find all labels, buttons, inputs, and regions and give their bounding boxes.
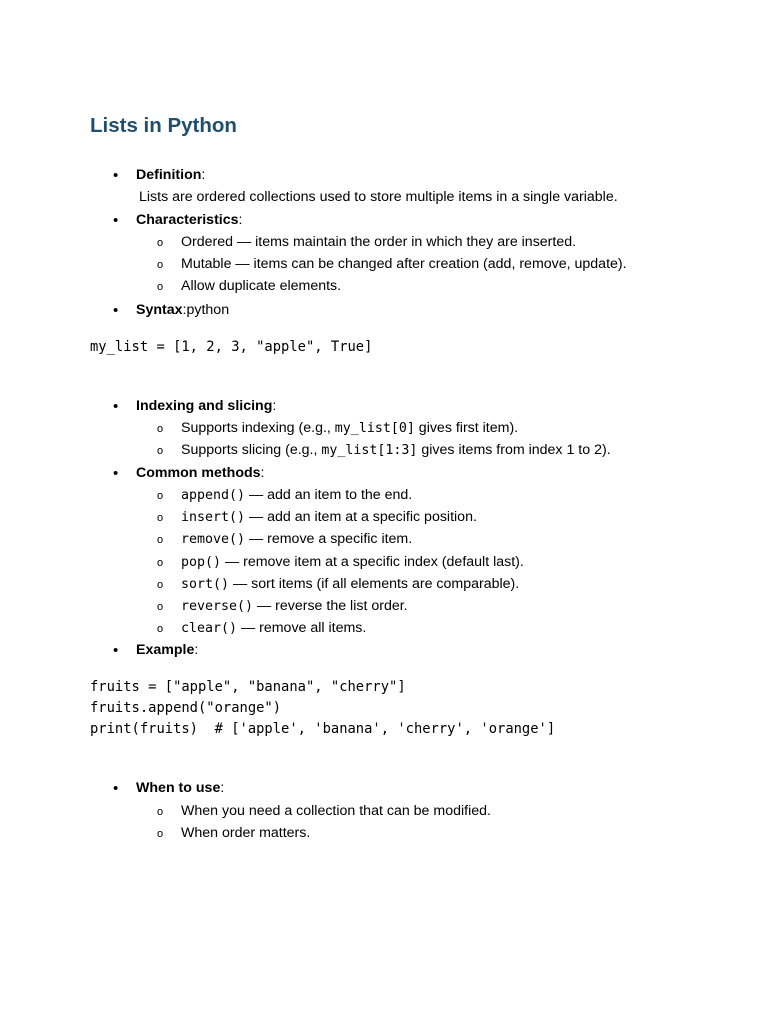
colon: : xyxy=(194,642,199,658)
bullet-marker: • xyxy=(113,212,119,229)
list-item xyxy=(181,554,524,570)
colon: : xyxy=(201,167,206,183)
list-item: Allow duplicate elements. xyxy=(181,278,342,294)
bullet-marker: • xyxy=(113,642,119,659)
sub-bullet-marker: o xyxy=(157,623,164,635)
inline-code: insert() xyxy=(181,510,246,525)
item-text: — sort items (if all elements are comparable). xyxy=(229,576,520,592)
item-text: — add an item to the end. xyxy=(245,487,413,503)
inline-code: reverse() xyxy=(181,599,254,614)
bullet-marker: • xyxy=(113,167,119,184)
colon: : xyxy=(220,780,225,796)
when-to-use-heading xyxy=(136,780,224,796)
item-text: — remove item at a specific index (default last). xyxy=(221,554,524,570)
characteristics-heading xyxy=(136,212,242,228)
inline-code: my_list[0] xyxy=(334,421,415,436)
bullet-marker: • xyxy=(113,780,119,797)
inline-code: sort() xyxy=(181,577,230,592)
example-code-line: print(fruits) # ['apple', 'banana', 'cherry', 'orange'] xyxy=(90,721,556,737)
item-text: — remove a specific item. xyxy=(245,531,413,547)
list-item xyxy=(181,531,412,547)
list-item xyxy=(181,598,408,614)
sub-bullet-marker: o xyxy=(157,828,164,840)
list-item xyxy=(181,442,611,458)
inline-code: pop() xyxy=(181,555,222,570)
inline-code: clear() xyxy=(181,621,238,636)
sub-bullet-marker: o xyxy=(157,601,164,613)
sub-bullet-marker: o xyxy=(157,445,164,457)
list-item xyxy=(181,420,518,436)
syntax-code-block: my_list = [1, 2, 3, "apple", True] xyxy=(90,339,373,355)
definition-heading xyxy=(136,167,205,183)
inline-code: remove() xyxy=(181,532,246,547)
list-item: When you need a collection that can be modified. xyxy=(181,803,491,819)
characteristics-label: Characteristics xyxy=(136,212,239,228)
syntax-lang: python xyxy=(186,302,230,318)
definition-label: Definition xyxy=(136,167,202,183)
item-text: gives items from index 1 to 2). xyxy=(417,442,611,458)
colon: : xyxy=(238,212,243,228)
bullet-marker: • xyxy=(113,465,119,482)
sub-bullet-marker: o xyxy=(157,579,164,591)
item-text: gives first item). xyxy=(414,420,519,436)
list-item: When order matters. xyxy=(181,825,311,841)
list-item: Ordered — items maintain the order in which they are inserted. xyxy=(181,234,577,250)
item-text: Supports indexing (e.g., xyxy=(181,420,335,436)
example-code-line: fruits.append("orange") xyxy=(90,700,282,716)
inline-code: append() xyxy=(181,488,246,503)
inline-code: my_list[1:3] xyxy=(321,443,418,458)
indexing-heading xyxy=(136,398,276,414)
list-item xyxy=(181,487,412,503)
example-code-line: fruits = ["apple", "banana", "cherry"] xyxy=(90,679,406,695)
colon: : xyxy=(260,465,265,481)
page-title: Lists in Python xyxy=(90,114,237,137)
sub-bullet-marker: o xyxy=(157,512,164,524)
methods-label: Common methods xyxy=(136,465,261,481)
methods-heading xyxy=(136,465,265,481)
sub-bullet-marker: o xyxy=(157,237,164,249)
example-heading xyxy=(136,642,198,658)
item-text: — add an item at a specific position. xyxy=(245,509,477,525)
item-text: — reverse the list order. xyxy=(253,598,408,614)
bullet-marker: • xyxy=(113,302,119,319)
colon: : xyxy=(182,302,187,318)
sub-bullet-marker: o xyxy=(157,534,164,546)
indexing-label: Indexing and slicing xyxy=(136,398,273,414)
sub-bullet-marker: o xyxy=(157,281,164,293)
sub-bullet-marker: o xyxy=(157,806,164,818)
list-item xyxy=(181,509,477,525)
item-text: — remove all items. xyxy=(237,620,367,636)
example-label: Example xyxy=(136,642,195,658)
syntax-label: Syntax xyxy=(136,302,183,318)
sub-bullet-marker: o xyxy=(157,423,164,435)
sub-bullet-marker: o xyxy=(157,259,164,271)
sub-bullet-marker: o xyxy=(157,557,164,569)
bullet-marker: • xyxy=(113,398,119,415)
list-item: Mutable — items can be changed after creation (add, remove, update). xyxy=(181,256,627,272)
item-text: Supports slicing (e.g., xyxy=(181,442,322,458)
colon: : xyxy=(272,398,277,414)
list-item xyxy=(181,576,519,592)
when-to-use-label: When to use xyxy=(136,780,221,796)
sub-bullet-marker: o xyxy=(157,490,164,502)
definition-text: Lists are ordered collections used to store multiple items in a single variable. xyxy=(139,189,618,205)
syntax-heading xyxy=(136,302,229,318)
list-item xyxy=(181,620,366,636)
